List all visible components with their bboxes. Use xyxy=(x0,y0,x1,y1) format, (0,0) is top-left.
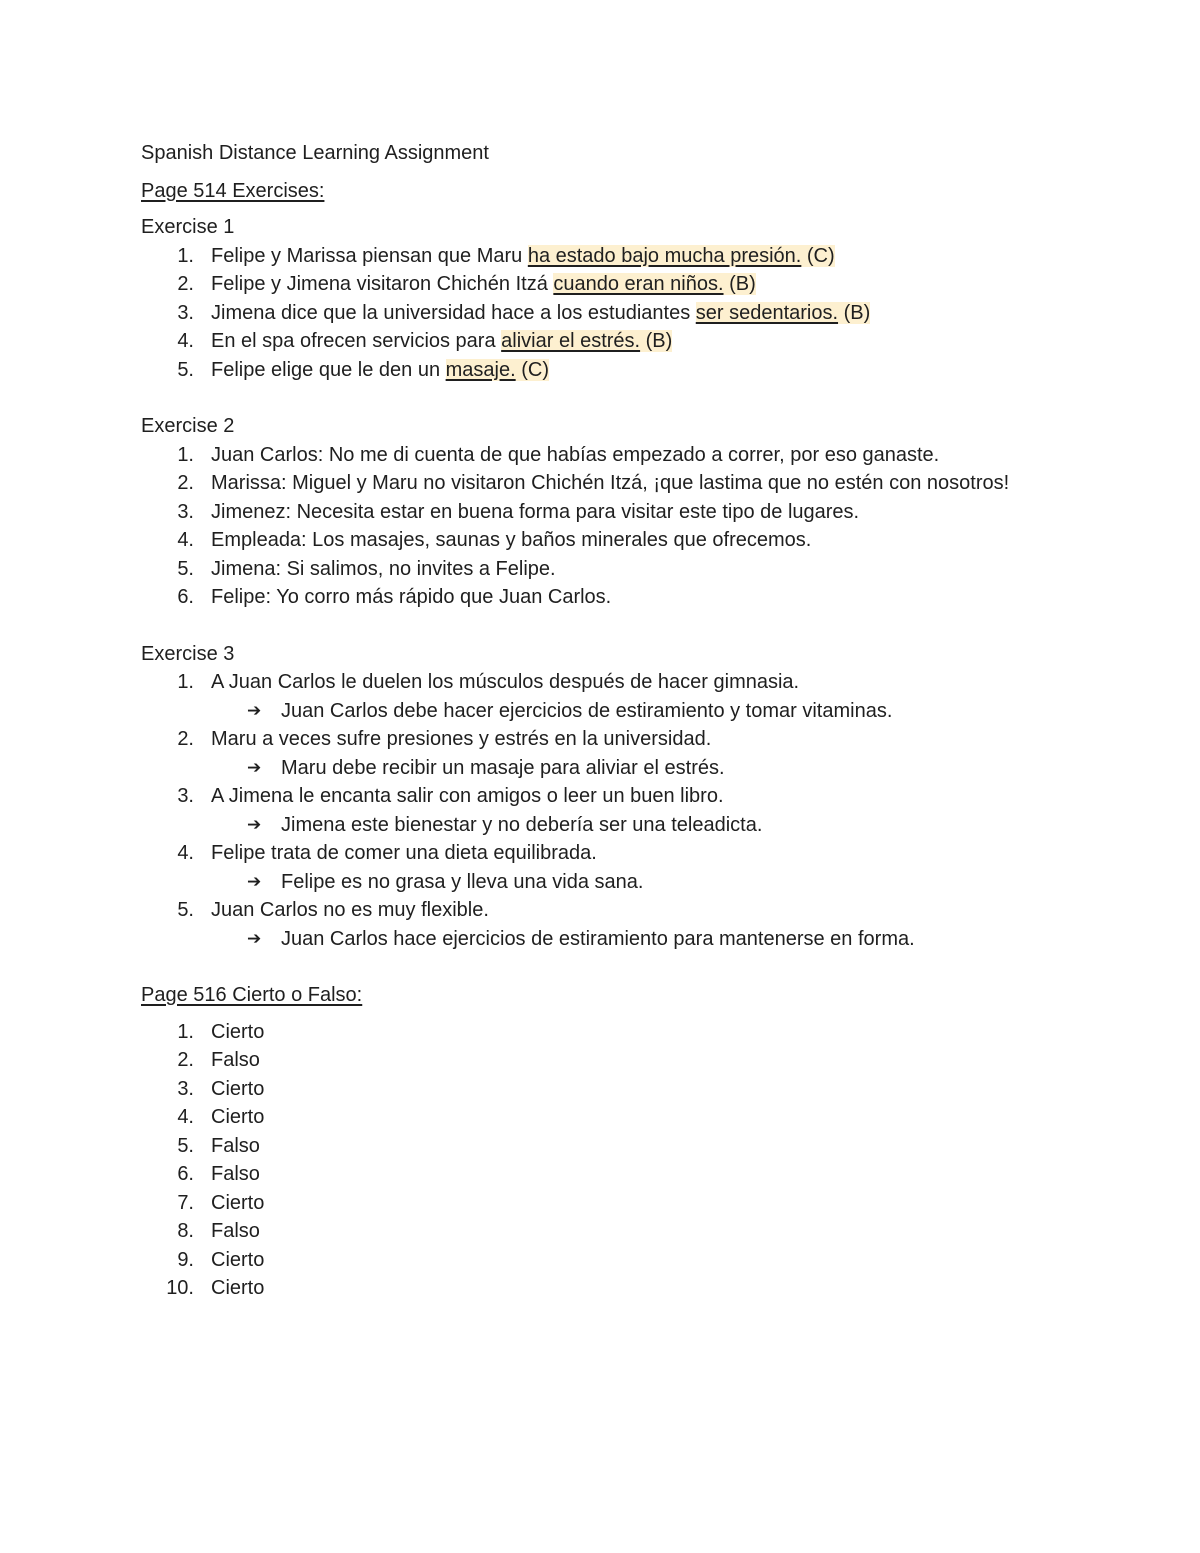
list-item xyxy=(141,356,1081,385)
item-number: 3. xyxy=(177,301,194,324)
answer-text: ser sedentarios. xyxy=(695,301,839,324)
item-text: Falso xyxy=(211,1163,260,1185)
sub-item-text: Jimena este bienestar y no debería ser una teleadicta. xyxy=(281,813,763,836)
item-number: 5. xyxy=(177,557,194,580)
item-number: 1. xyxy=(177,671,194,693)
item-number: 6. xyxy=(177,1163,194,1185)
list-item xyxy=(141,1246,1081,1275)
answer-text: masaje. xyxy=(445,358,516,381)
sub-item xyxy=(141,697,1081,726)
list-item xyxy=(141,526,1081,555)
item-number: 4. xyxy=(177,842,194,864)
sub-item xyxy=(141,754,1081,783)
item-number: 5. xyxy=(177,358,194,381)
item-number: 9. xyxy=(177,1248,194,1271)
list-item xyxy=(141,242,1081,271)
item-number: 2. xyxy=(177,728,194,750)
list-item xyxy=(141,498,1081,527)
item-text: Felipe elige que le den un xyxy=(211,358,446,381)
sub-item-text: Felipe es no grasa y lleva una vida sana. xyxy=(281,870,644,893)
item-number: 8. xyxy=(177,1220,194,1242)
item-number: 3. xyxy=(177,785,194,807)
list-item xyxy=(141,1189,1081,1218)
arrow-right-icon: ➔ xyxy=(247,871,262,892)
list-item xyxy=(141,725,1081,754)
exercise-3-list xyxy=(141,668,1081,953)
exercise-1-list xyxy=(141,242,1081,385)
spacer xyxy=(141,384,1081,412)
list-item xyxy=(141,555,1081,584)
item-text: Falso xyxy=(211,1049,260,1071)
document-title: Spanish Distance Learning Assignment xyxy=(141,142,489,164)
list-item xyxy=(141,327,1081,356)
answer-choice: (B) xyxy=(723,273,756,295)
answer-text: cuando eran niños. xyxy=(553,273,724,295)
item-text: Falso xyxy=(211,1134,260,1157)
item-text: Jimenez: Necesita estar en buena forma para visitar este tipo de lugares. xyxy=(211,500,860,523)
answer-choice: (B) xyxy=(640,330,673,352)
item-text: Cierto xyxy=(211,1277,265,1299)
item-number: 2. xyxy=(177,1049,194,1071)
item-text: Cierto xyxy=(211,1191,265,1214)
exercise-2-heading: Exercise 2 xyxy=(141,415,235,437)
item-text: Juan Carlos no es muy flexible. xyxy=(211,899,489,921)
item-number: 5. xyxy=(177,899,194,921)
highlighted-answer xyxy=(553,273,755,295)
sub-item xyxy=(141,925,1081,954)
sub-item-text: Juan Carlos debe hacer ejercicios de estiramiento y tomar vitaminas. xyxy=(281,699,893,722)
item-number: 7. xyxy=(177,1191,194,1214)
item-number: 3. xyxy=(177,1077,194,1100)
item-text: En el spa ofrecen servicios para xyxy=(211,330,502,352)
answer-choice: (B) xyxy=(838,301,871,324)
list-item xyxy=(141,1160,1081,1189)
highlighted-answer xyxy=(696,302,871,324)
answer-text: aliviar el estrés. xyxy=(501,330,641,352)
item-number: 1. xyxy=(177,244,194,267)
item-text: Felipe: Yo corro más rápido que Juan Carlos. xyxy=(211,586,612,608)
item-text: Felipe y Jimena visitaron Chichén Itzá xyxy=(211,273,554,295)
sub-item-text: Maru debe recibir un masaje para aliviar el estrés. xyxy=(281,756,725,779)
arrow-right-icon: ➔ xyxy=(247,814,262,835)
list-item xyxy=(141,469,1081,498)
item-number: 1. xyxy=(177,443,194,466)
item-text: A Juan Carlos le duelen los músculos después de hacer gimnasia. xyxy=(211,671,800,693)
item-number: 3. xyxy=(177,500,194,523)
list-item xyxy=(141,1217,1081,1246)
sub-item xyxy=(141,811,1081,840)
list-item xyxy=(141,583,1081,612)
section-heading-page-516: Page 516 Cierto o Falso: xyxy=(141,984,363,1006)
exercise-3-heading: Exercise 3 xyxy=(141,642,235,665)
list-item xyxy=(141,1075,1081,1104)
document-page xyxy=(141,139,1081,1303)
item-number: 4. xyxy=(177,330,194,352)
sub-item-text: Juan Carlos hace ejercicios de estiramiento para mantenerse en forma. xyxy=(281,927,915,950)
item-number: 2. xyxy=(177,273,194,295)
item-text: Marissa: Miguel y Maru no visitaron Chichén Itzá, ¡que lastima que no estén con nosotros! xyxy=(211,472,1010,494)
highlighted-answer xyxy=(528,245,835,267)
list-item xyxy=(141,1018,1081,1047)
arrow-right-icon: ➔ xyxy=(247,757,262,778)
item-number: 5. xyxy=(177,1134,194,1157)
list-item xyxy=(141,1132,1081,1161)
sub-item xyxy=(141,868,1081,897)
answer-choice: (C) xyxy=(515,358,549,381)
item-text: Felipe trata de comer una dieta equilibrada. xyxy=(211,842,597,864)
list-item xyxy=(141,299,1081,328)
item-text: Cierto xyxy=(211,1106,265,1128)
item-text: Maru a veces sufre presiones y estrés en la universidad. xyxy=(211,728,712,750)
item-text: Cierto xyxy=(211,1020,265,1043)
list-item xyxy=(141,270,1081,299)
item-text: Jimena dice que la universidad hace a los estudiantes xyxy=(211,301,696,324)
highlighted-answer xyxy=(501,330,672,352)
answer-choice: (C) xyxy=(801,244,835,267)
list-item xyxy=(141,1046,1081,1075)
spacer xyxy=(141,953,1081,981)
item-text: Empleada: Los masajes, saunas y baños minerales que ofrecemos. xyxy=(211,529,812,551)
arrow-right-icon: ➔ xyxy=(247,928,262,949)
list-item xyxy=(141,1103,1081,1132)
list-item xyxy=(141,1274,1081,1303)
list-item xyxy=(141,839,1081,868)
exercise-2-list xyxy=(141,441,1081,612)
item-text: Cierto xyxy=(211,1248,265,1271)
item-text: A Jimena le encanta salir con amigos o leer un buen libro. xyxy=(211,785,724,807)
item-number: 4. xyxy=(177,1106,194,1128)
highlighted-answer xyxy=(446,359,549,381)
item-text: Cierto xyxy=(211,1077,265,1100)
item-text: Felipe y Marissa piensan que Maru xyxy=(211,244,528,267)
list-item xyxy=(141,668,1081,697)
item-number: 1. xyxy=(177,1020,194,1043)
item-number: 2. xyxy=(177,472,194,494)
answer-text: ha estado bajo mucha presión. xyxy=(527,244,802,267)
item-number: 6. xyxy=(177,586,194,608)
item-text: Falso xyxy=(211,1220,260,1242)
item-text: Juan Carlos: No me di cuenta de que habías empezado a correr, por eso ganaste. xyxy=(211,443,940,466)
list-item xyxy=(141,782,1081,811)
item-number: 10. xyxy=(166,1277,194,1299)
item-text: Jimena: Si salimos, no invites a Felipe. xyxy=(211,557,556,580)
spacer xyxy=(141,612,1081,640)
cierto-falso-list xyxy=(141,1018,1081,1303)
arrow-right-icon: ➔ xyxy=(247,700,262,721)
section-heading-page-514: Page 514 Exercises: xyxy=(141,179,325,202)
exercise-1-heading: Exercise 1 xyxy=(141,216,235,238)
list-item xyxy=(141,896,1081,925)
item-number: 4. xyxy=(177,529,194,551)
list-item xyxy=(141,441,1081,470)
